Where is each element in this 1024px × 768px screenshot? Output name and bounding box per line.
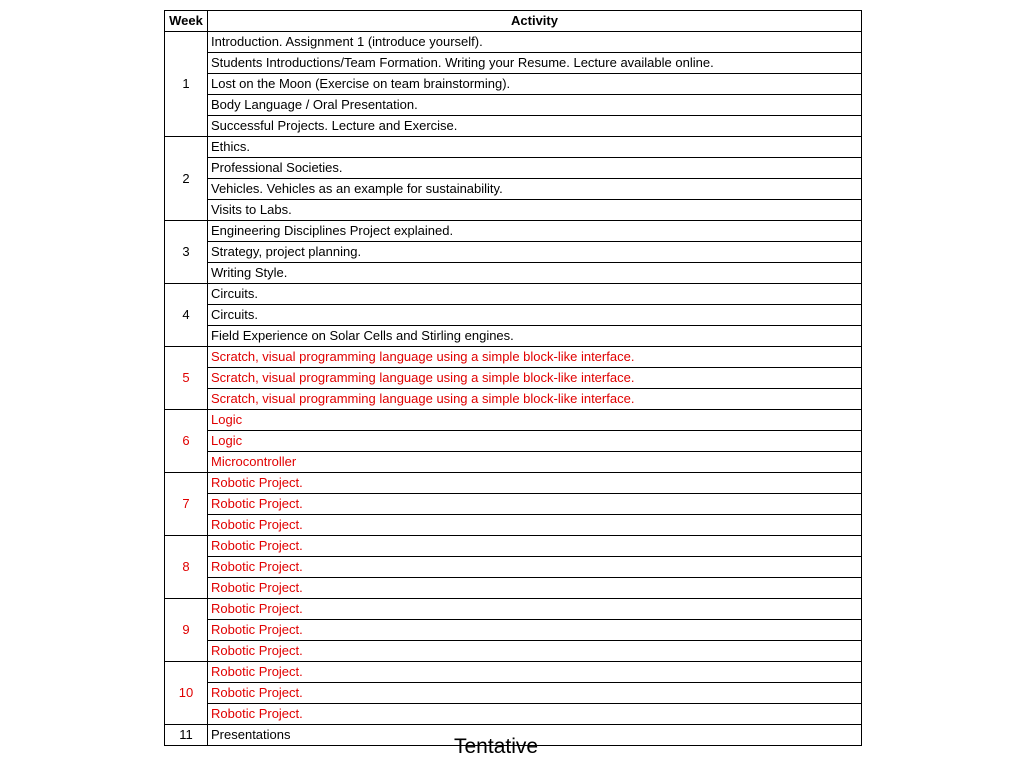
activity-cell: Robotic Project. [208, 620, 862, 641]
table-row [165, 662, 862, 683]
week-column-header: Week [165, 11, 208, 32]
tentative-note: Tentative [454, 735, 539, 758]
activity-cell: Robotic Project. [208, 578, 862, 599]
table-row [165, 431, 862, 452]
activity-cell: Visits to Labs. [208, 200, 862, 221]
table-row [165, 242, 862, 263]
table-row [165, 116, 862, 137]
activity-cell: Robotic Project. [208, 704, 862, 725]
week-number-cell: 6 [165, 410, 208, 473]
table-row [165, 683, 862, 704]
activity-cell: Ethics. [208, 137, 862, 158]
table-row [165, 326, 862, 347]
week-number-cell: 2 [165, 137, 208, 221]
table-row [165, 536, 862, 557]
activity-cell: Scratch, visual programming language using a simple block-like interface. [208, 389, 862, 410]
activity-cell: Robotic Project. [208, 599, 862, 620]
table-row [165, 641, 862, 662]
schedule-table [164, 10, 862, 746]
table-row [165, 221, 862, 242]
table-row [165, 599, 862, 620]
activity-cell: Writing Style. [208, 263, 862, 284]
week-number-cell: 7 [165, 473, 208, 536]
table-row [165, 389, 862, 410]
week-number-cell: 11 [165, 725, 208, 746]
activity-cell: Vehicles. Vehicles as an example for sustainability. [208, 179, 862, 200]
week-number-cell: 3 [165, 221, 208, 284]
table-header [165, 11, 862, 32]
activity-cell: Professional Societies. [208, 158, 862, 179]
activity-cell: Circuits. [208, 284, 862, 305]
activity-cell: Robotic Project. [208, 536, 862, 557]
table-row [165, 557, 862, 578]
table-row [165, 410, 862, 431]
table-row [165, 515, 862, 536]
table-row [165, 95, 862, 116]
week-number-cell: 5 [165, 347, 208, 410]
table-row [165, 305, 862, 326]
table-row [165, 452, 862, 473]
activity-cell: Presentations [208, 725, 862, 746]
activity-cell: Robotic Project. [208, 494, 862, 515]
week-number-cell: 8 [165, 536, 208, 599]
activity-cell: Logic [208, 410, 862, 431]
table-row [165, 284, 862, 305]
activity-cell: Body Language / Oral Presentation. [208, 95, 862, 116]
week-number-cell: 9 [165, 599, 208, 662]
activity-cell: Engineering Disciplines Project explained. [208, 221, 862, 242]
header-row [165, 11, 862, 32]
table-row [165, 137, 862, 158]
activity-column-header: Activity [208, 11, 862, 32]
activity-cell: Introduction. Assignment 1 (introduce yourself). [208, 32, 862, 53]
activity-cell: Successful Projects. Lecture and Exercise. [208, 116, 862, 137]
activity-cell: Circuits. [208, 305, 862, 326]
table-row [165, 53, 862, 74]
table-row [165, 263, 862, 284]
table-row [165, 347, 862, 368]
activity-cell: Robotic Project. [208, 683, 862, 704]
activity-cell: Scratch, visual programming language using a simple block-like interface. [208, 368, 862, 389]
activity-cell: Logic [208, 431, 862, 452]
table-row [165, 578, 862, 599]
table-row [165, 32, 862, 53]
table-row [165, 179, 862, 200]
activity-cell: Field Experience on Solar Cells and Stirling engines. [208, 326, 862, 347]
table-row [165, 704, 862, 725]
activity-cell: Robotic Project. [208, 662, 862, 683]
table-row [165, 494, 862, 515]
activity-cell: Strategy, project planning. [208, 242, 862, 263]
table-row [165, 473, 862, 494]
activity-cell: Robotic Project. [208, 641, 862, 662]
table-row [165, 620, 862, 641]
table-body [165, 32, 862, 746]
activity-cell: Students Introductions/Team Formation. Writing your Resume. Lecture available online. [208, 53, 862, 74]
table-row [165, 74, 862, 95]
week-number-cell: 4 [165, 284, 208, 347]
week-number-cell: 10 [165, 662, 208, 725]
week-number-cell: 1 [165, 32, 208, 137]
activity-cell: Microcontroller [208, 452, 862, 473]
table-row [165, 368, 862, 389]
table-row [165, 200, 862, 221]
activity-cell: Lost on the Moon (Exercise on team brainstorming). [208, 74, 862, 95]
activity-cell: Scratch, visual programming language using a simple block-like interface. [208, 347, 862, 368]
activity-cell: Robotic Project. [208, 515, 862, 536]
activity-cell: Robotic Project. [208, 473, 862, 494]
activity-cell: Robotic Project. [208, 557, 862, 578]
table-row [165, 158, 862, 179]
